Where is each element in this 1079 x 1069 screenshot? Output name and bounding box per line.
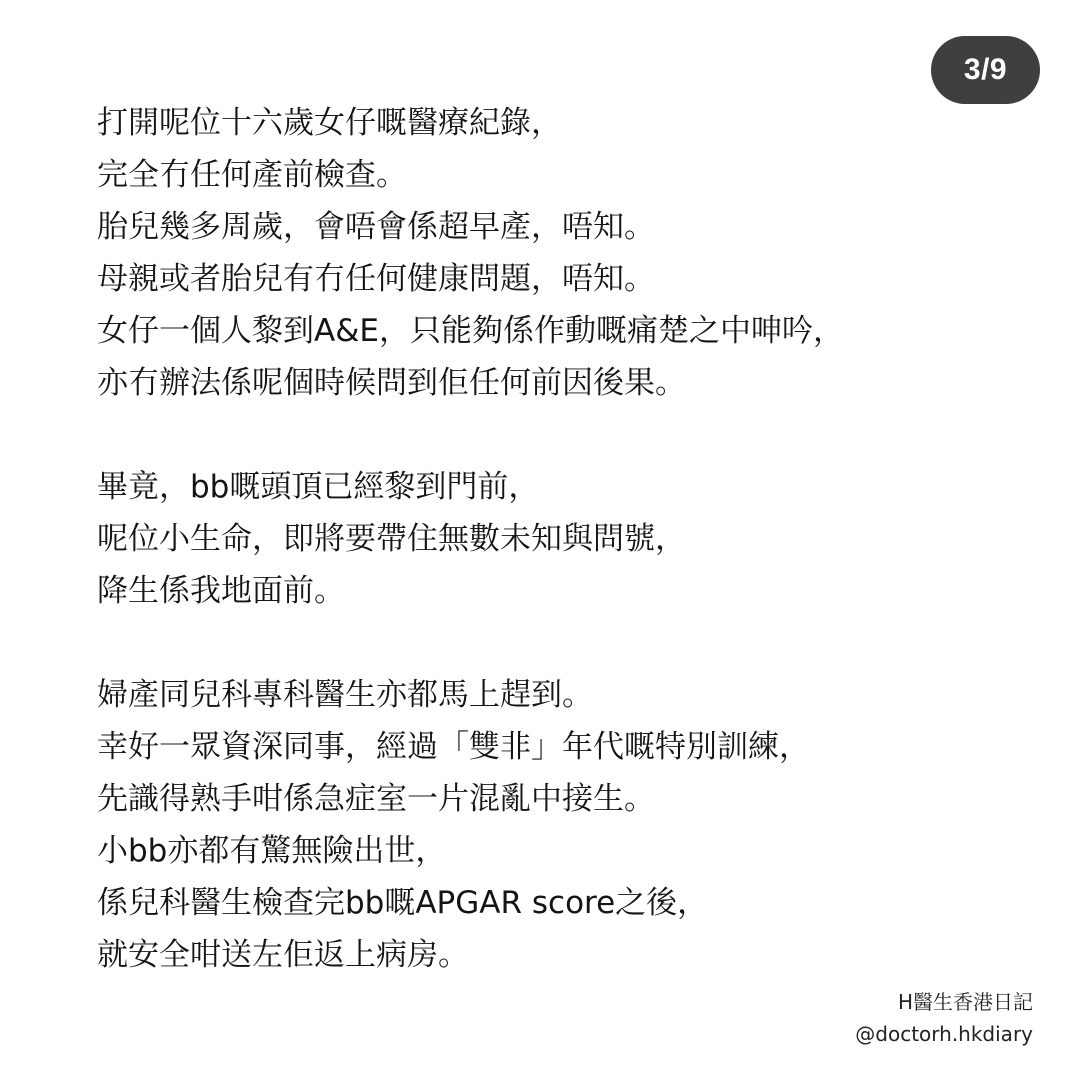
author-signature <box>855 986 1033 1050</box>
author-handle: @doctorh.hkdiary <box>855 1022 1033 1046</box>
text-line: 婦產同兒科專科醫生亦都馬上趕到。 <box>97 677 593 713</box>
text-line: 降生係我地面前。 <box>97 573 345 609</box>
paragraph-1 <box>97 97 997 409</box>
page-indicator-badge: 3/9 <box>931 36 1040 104</box>
post-body <box>97 97 997 981</box>
paragraph-3 <box>97 669 997 981</box>
paragraph-2 <box>97 461 997 617</box>
text-line: 完全冇任何產前檢查。 <box>97 157 407 193</box>
text-line: 呢位小生命，即將要帶住無數未知與問號， <box>97 521 686 557</box>
text-line: 小bb亦都有驚無險出世， <box>97 833 447 869</box>
text-line: 打開呢位十六歲女仔嘅醫療紀錄， <box>97 105 562 141</box>
author-name: H醫生香港日記 <box>897 990 1033 1014</box>
text-line: 母親或者胎兒有冇任何健康問題，唔知。 <box>97 261 655 297</box>
text-line: 胎兒幾多周歲，會唔會係超早產，唔知。 <box>97 209 655 245</box>
text-line: 就安全咁送左佢返上病房。 <box>97 937 469 973</box>
text-line: 亦冇辦法係呢個時候問到佢任何前因後果。 <box>97 365 686 401</box>
text-line: 女仔一個人黎到A&E，只能夠係作動嘅痛楚之中呻吟， <box>97 313 844 349</box>
text-line: 幸好一眾資深同事，經過「雙非」年代嘅特別訓練， <box>97 729 810 765</box>
text-line: 先識得熟手咁係急症室一片混亂中接生。 <box>97 781 655 817</box>
text-line: 畢竟，bb嘅頭頂已經黎到門前， <box>97 469 540 505</box>
text-line: 係兒科醫生檢查完bb嘅APGAR score之後， <box>97 885 709 921</box>
